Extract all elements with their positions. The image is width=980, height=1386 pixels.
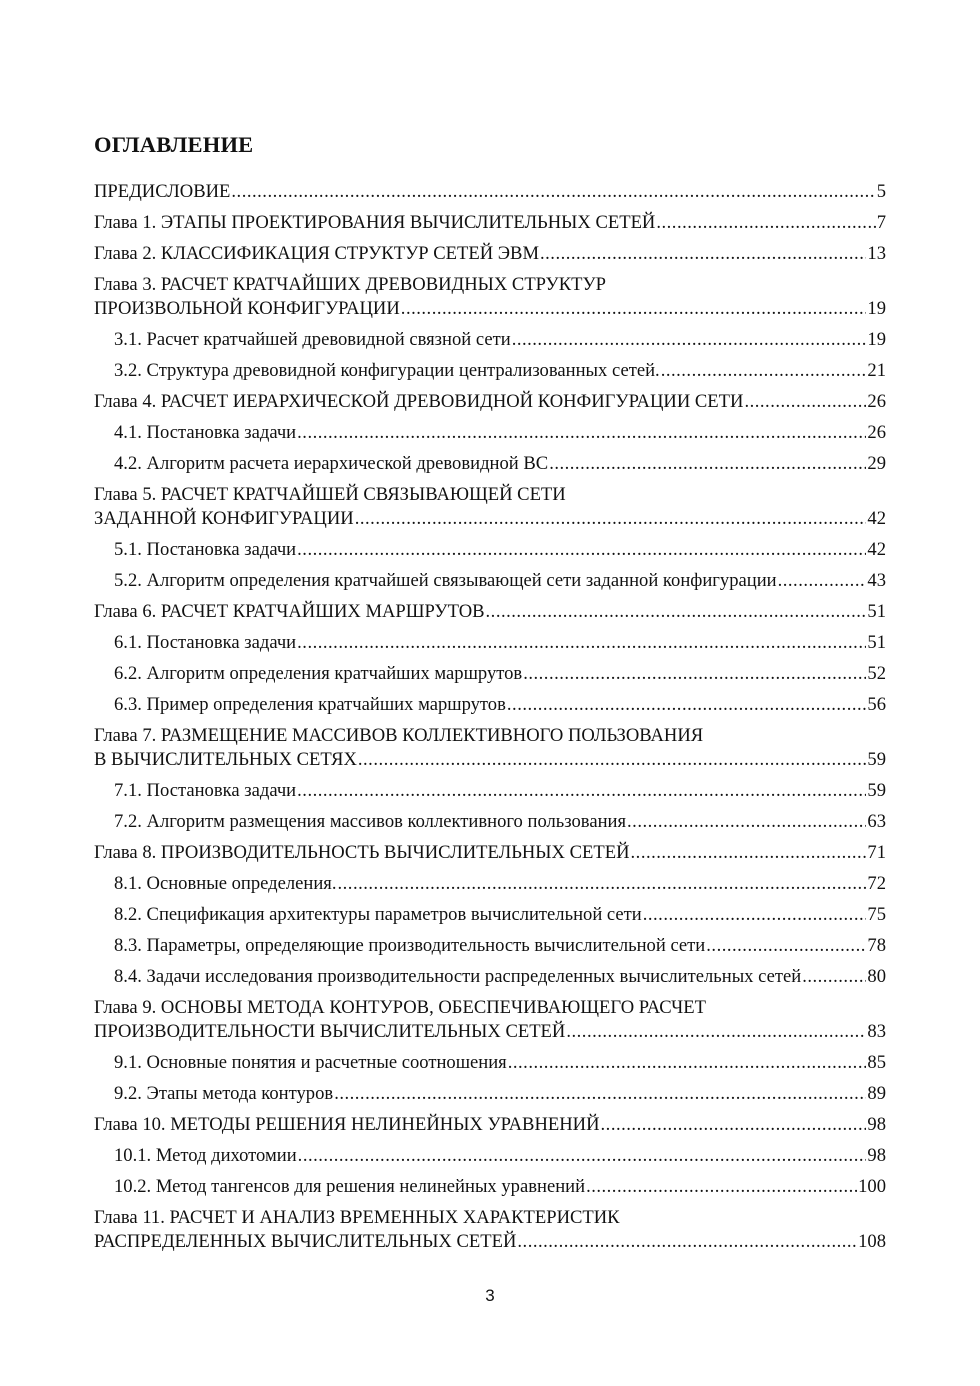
page-number: 3 <box>485 1286 495 1305</box>
toc-entry-line <box>94 841 886 865</box>
toc-entry-title: 6.3. Пример определения кратчайших маршрутов <box>114 694 506 715</box>
dot-leader <box>358 748 867 772</box>
dot-leader <box>601 1113 867 1137</box>
toc-page-number: 89 <box>867 1083 886 1104</box>
toc-chapter-entry[interactable] <box>94 180 886 204</box>
toc-entry-title: Глава 1. ЭТАПЫ ПРОЕКТИРОВАНИЯ ВЫЧИСЛИТЕЛЬНЫХ СЕТЕЙ <box>94 212 656 233</box>
dot-leader <box>334 1082 866 1106</box>
toc-subsection-entry[interactable] <box>94 903 886 927</box>
dot-leader <box>231 180 875 204</box>
toc-entry-line <box>94 211 886 235</box>
dot-leader <box>297 538 866 562</box>
dot-leader <box>355 507 867 531</box>
toc-entry-line <box>114 359 886 383</box>
toc-entry-title-line: Глава 9. ОСНОВЫ МЕТОДА КОНТУРОВ, ОБЕСПЕЧИВАЮЩЕГО РАСЧЕТ <box>94 997 706 1018</box>
toc-page-number: 59 <box>867 749 886 770</box>
toc-page-number: 52 <box>867 663 886 684</box>
toc-entry-line <box>114 421 886 445</box>
toc-entry-title: Глава 2. КЛАССИФИКАЦИЯ СТРУКТУР СЕТЕЙ ЭВМ <box>94 243 539 264</box>
dot-leader <box>627 810 866 834</box>
toc-chapter-entry[interactable] <box>94 483 886 531</box>
toc-entry-title: 5.2. Алгоритм определения кратчайшей связывающей сети заданной конфигурации <box>114 570 777 591</box>
toc-page-number: 108 <box>858 1231 886 1252</box>
dot-leader <box>661 359 867 383</box>
toc-subsection-entry[interactable] <box>94 421 886 445</box>
toc-entry-title: 8.4. Задачи исследования производительности распределенных вычислительных сетей <box>114 966 802 987</box>
dot-leader <box>778 569 867 593</box>
toc-entry-title: 7.1. Постановка задачи <box>114 780 297 801</box>
toc-page-number: 26 <box>867 422 886 443</box>
toc-page-number: 7 <box>876 212 886 233</box>
toc-subsection-entry[interactable] <box>94 965 886 989</box>
toc-entry-title: 4.1. Постановка задачи <box>114 422 297 443</box>
toc-chapter-entry[interactable] <box>94 841 886 865</box>
toc-chapter-entry[interactable] <box>94 600 886 624</box>
toc-entry-line <box>114 631 886 655</box>
toc-entry-line <box>94 748 886 772</box>
toc-entry-line <box>114 569 886 593</box>
table-of-contents <box>94 180 886 1254</box>
toc-page-number: 19 <box>867 329 886 350</box>
toc-subsection-entry[interactable] <box>94 872 886 896</box>
toc-entry-line <box>94 1230 886 1254</box>
toc-entry-title: ПРОИЗВОДИТЕЛЬНОСТИ ВЫЧИСЛИТЕЛЬНЫХ СЕТЕЙ <box>94 1021 566 1042</box>
toc-chapter-entry[interactable] <box>94 996 886 1044</box>
toc-subsection-entry[interactable] <box>94 1082 886 1106</box>
toc-page-number: 43 <box>867 570 886 591</box>
toc-entry-title: 7.2. Алгоритм размещения массивов коллективного пользования <box>114 811 627 832</box>
dot-leader <box>297 779 866 803</box>
dot-leader <box>586 1175 857 1199</box>
toc-page-number: 19 <box>867 298 886 319</box>
dot-leader <box>631 841 867 865</box>
toc-entry-line <box>114 934 886 958</box>
toc-entry-title: ПРОИЗВОЛЬНОЙ КОНФИГУРАЦИИ <box>94 298 400 319</box>
toc-page-number: 80 <box>867 966 886 987</box>
toc-chapter-entry[interactable] <box>94 1113 886 1137</box>
toc-entry-title-line: Глава 7. РАЗМЕЩЕНИЕ МАССИВОВ КОЛЛЕКТИВНОГО ПОЛЬЗОВАНИЯ <box>94 725 704 746</box>
toc-entry-line <box>94 507 886 531</box>
dot-leader <box>486 600 867 624</box>
toc-subsection-entry[interactable] <box>94 328 886 352</box>
dot-leader <box>507 693 867 717</box>
toc-subsection-entry[interactable] <box>94 538 886 562</box>
toc-entry-title: 10.1. Метод дихотомии <box>114 1145 297 1166</box>
toc-entry-line <box>114 965 886 989</box>
toc-subsection-entry[interactable] <box>94 1144 886 1168</box>
page-title: ОГЛАВЛЕНИЕ <box>94 132 254 157</box>
toc-entry-line <box>114 810 886 834</box>
toc-chapter-entry[interactable] <box>94 724 886 772</box>
toc-page-number: 85 <box>867 1052 886 1073</box>
dot-leader <box>566 1020 866 1044</box>
toc-entry-line <box>114 1175 886 1199</box>
toc-subsection-entry[interactable] <box>94 452 886 476</box>
toc-subsection-entry[interactable] <box>94 779 886 803</box>
dot-leader <box>508 1051 867 1075</box>
toc-page-number: 51 <box>867 632 886 653</box>
dot-leader <box>298 1144 867 1168</box>
toc-page-number: 98 <box>867 1145 886 1166</box>
toc-entry-title: В ВЫЧИСЛИТЕЛЬНЫХ СЕТЯХ <box>94 749 357 770</box>
toc-entry-title-line: Глава 11. РАСЧЕТ И АНАЛИЗ ВРЕМЕННЫХ ХАРАКТЕРИСТИК <box>94 1207 620 1228</box>
toc-entry-line <box>114 693 886 717</box>
toc-page-number: 63 <box>867 811 886 832</box>
toc-page-number: 72 <box>867 873 886 894</box>
toc-page-number: 42 <box>867 539 886 560</box>
toc-entry-line <box>94 1113 886 1137</box>
toc-entry-title: 10.2. Метод тангенсов для решения нелинейных уравнений <box>114 1176 586 1197</box>
toc-page-number: 59 <box>867 780 886 801</box>
toc-subsection-entry[interactable] <box>94 810 886 834</box>
toc-entry-line <box>94 390 886 414</box>
toc-entry-line <box>94 180 886 204</box>
toc-entry-title: 5.1. Постановка задачи <box>114 539 297 560</box>
toc-entry-line <box>94 1020 886 1044</box>
toc-page-number: 56 <box>867 694 886 715</box>
dot-leader <box>744 390 866 414</box>
dot-leader <box>540 242 866 266</box>
toc-entry-title-line: Глава 5. РАСЧЕТ КРАТЧАЙШЕЙ СВЯЗЫВАЮЩЕЙ СЕТИ <box>94 484 566 505</box>
toc-page-number: 26 <box>867 391 886 412</box>
toc-chapter-entry[interactable] <box>94 273 886 321</box>
dot-leader <box>338 872 867 896</box>
toc-entry-title: 6.2. Алгоритм определения кратчайших маршрутов <box>114 663 523 684</box>
toc-page-number: 83 <box>867 1021 886 1042</box>
toc-page-number: 21 <box>867 360 886 381</box>
toc-entry-title: 9.2. Этапы метода контуров <box>114 1083 334 1104</box>
toc-page-number: 5 <box>876 181 886 202</box>
toc-page-number: 98 <box>867 1114 886 1135</box>
dot-leader <box>549 452 866 476</box>
toc-entry-title: 9.1. Основные понятия и расчетные соотношения <box>114 1052 507 1073</box>
toc-subsection-entry[interactable] <box>94 1051 886 1075</box>
toc-subsection-entry[interactable] <box>94 1175 886 1199</box>
toc-entry-line <box>114 662 886 686</box>
dot-leader <box>802 965 866 989</box>
dot-leader <box>706 934 866 958</box>
toc-page-number: 100 <box>858 1176 886 1197</box>
toc-entry-title-line: Глава 3. РАСЧЕТ КРАТЧАЙШИХ ДРЕВОВИДНЫХ СТРУКТУР <box>94 274 606 295</box>
toc-entry-line <box>114 872 886 896</box>
dot-leader <box>517 1230 857 1254</box>
toc-entry-title: ПРЕДИСЛОВИЕ <box>94 181 231 202</box>
toc-entry-title: 3.2. Структура древовидной конфигурации централизованных сетей. <box>114 360 660 381</box>
toc-page-number: 75 <box>867 904 886 925</box>
toc-page-number: 78 <box>867 935 886 956</box>
toc-entry-line <box>114 903 886 927</box>
toc-entry-title: 8.1. Основные определения. <box>114 873 337 894</box>
toc-entry-title: Глава 8. ПРОИЗВОДИТЕЛЬНОСТЬ ВЫЧИСЛИТЕЛЬНЫХ СЕТЕЙ <box>94 842 630 863</box>
toc-entry-line <box>114 779 886 803</box>
toc-page-number: 71 <box>867 842 886 863</box>
toc-subsection-entry[interactable] <box>94 631 886 655</box>
toc-entry-title: РАСПРЕДЕЛЕННЫХ ВЫЧИСЛИТЕЛЬНЫХ СЕТЕЙ <box>94 1231 517 1252</box>
dot-leader <box>523 662 866 686</box>
toc-entry-title: Глава 6. РАСЧЕТ КРАТЧАЙШИХ МАРШРУТОВ <box>94 601 485 622</box>
dot-leader <box>297 631 866 655</box>
dot-leader <box>656 211 875 235</box>
toc-entry-line <box>114 1051 886 1075</box>
toc-entry-title: 4.2. Алгоритм расчета иерархической древовидной ВС <box>114 453 549 474</box>
toc-entry-line <box>114 452 886 476</box>
toc-subsection-entry[interactable] <box>94 934 886 958</box>
toc-entry-title: 6.1. Постановка задачи <box>114 632 297 653</box>
toc-page-number: 51 <box>867 601 886 622</box>
toc-page-number: 42 <box>867 508 886 529</box>
dot-leader <box>512 328 867 352</box>
toc-chapter-entry[interactable] <box>94 242 886 266</box>
toc-chapter-entry[interactable] <box>94 390 886 414</box>
toc-entry-line <box>94 600 886 624</box>
toc-entry-line <box>114 1082 886 1106</box>
toc-subsection-entry[interactable] <box>94 693 886 717</box>
toc-entry-line <box>94 297 886 321</box>
toc-entry-line <box>114 1144 886 1168</box>
toc-chapter-entry[interactable] <box>94 211 886 235</box>
toc-subsection-entry[interactable] <box>94 359 886 383</box>
toc-entry-line <box>114 328 886 352</box>
toc-page-number: 13 <box>867 243 886 264</box>
dot-leader <box>643 903 867 927</box>
toc-entry-title: Глава 10. МЕТОДЫ РЕШЕНИЯ НЕЛИНЕЙНЫХ УРАВНЕНИЙ <box>94 1114 600 1135</box>
toc-entry-line <box>94 242 886 266</box>
toc-page-number: 29 <box>867 453 886 474</box>
toc-entry-line <box>114 538 886 562</box>
toc-entry-title: 3.1. Расчет кратчайшей древовидной связной сети <box>114 329 511 350</box>
toc-subsection-entry[interactable] <box>94 662 886 686</box>
toc-entry-title: Глава 4. РАСЧЕТ ИЕРАРХИЧЕСКОЙ ДРЕВОВИДНОЙ КОНФИГУРАЦИИ СЕТИ <box>94 391 744 412</box>
dot-leader <box>401 297 867 321</box>
toc-entry-title: ЗАДАННОЙ КОНФИГУРАЦИИ <box>94 508 354 529</box>
toc-entry-title: 8.2. Спецификация архитектуры параметров вычислительной сети <box>114 904 642 925</box>
dot-leader <box>297 421 866 445</box>
toc-subsection-entry[interactable] <box>94 569 886 593</box>
toc-chapter-entry[interactable] <box>94 1206 886 1254</box>
toc-entry-title: 8.3. Параметры, определяющие производительность вычислительной сети <box>114 935 706 956</box>
